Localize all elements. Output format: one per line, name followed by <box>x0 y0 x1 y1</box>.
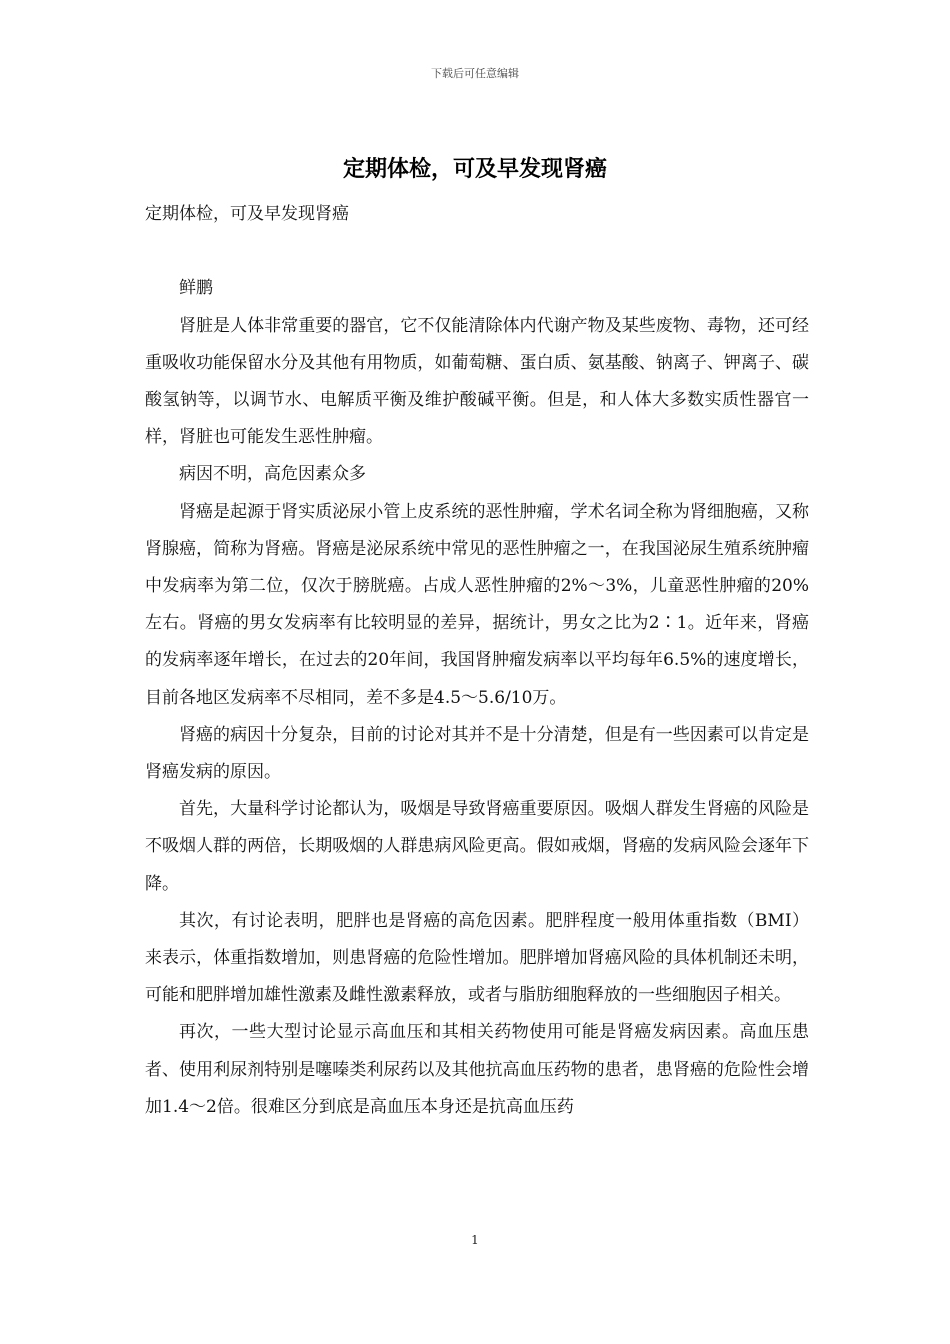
paragraph-obesity: 其次，有讨论表明，肥胖也是肾癌的高危因素。肥胖程度一般用体重指数（BMI）来表示，体重指数增加，则患肾癌的危险性增加。肥胖增加肾癌风险的具体机制还未明，可能和肥胖增加雄性激素及雌性激素释放，或者与脂肪细胞释放的一些细胞因子相关。 <box>145 910 809 1006</box>
paragraph-cause: 肾癌的病因十分复杂，目前的讨论对其并不是十分清楚，但是有一些因素可以肯定是肾癌发病的原因。 <box>145 724 809 783</box>
blank-line <box>145 233 809 270</box>
paragraph-hypertension: 再次，一些大型讨论显示高血压和其相关药物使用可能是肾癌发病因素。高血压患者、使用利尿剂特别是噻嗪类利尿药以及其他抗高血压药物的患者，患肾癌的危险性会增加1.4～2倍。很难区分到底是高血压本身还是抗高血压药 <box>145 1022 809 1117</box>
paragraph-smoking: 首先，大量科学讨论都认为，吸烟是导致肾癌重要原因。吸烟人群发生肾癌的风险是不吸烟人群的两倍，长期吸烟的人群患病风险更高。假如戒烟，肾癌的发病风险会逐年下降。 <box>145 799 809 894</box>
document-subtitle: 定期体检，可及早发现肾癌 <box>145 204 349 224</box>
document-title: 定期体检，可及早发现肾癌 <box>342 156 607 182</box>
page-header: 下载后可任意编辑 <box>431 67 519 80</box>
document-body <box>145 196 809 1126</box>
section-heading: 病因不明，高危因素众多 <box>179 464 366 485</box>
page-number: 1 <box>471 1233 479 1247</box>
paragraph-definition: 肾癌是起源于肾实质泌尿小管上皮系统的恶性肿瘤，学术名词全称为肾细胞癌，又称肾腺癌，简称为肾癌。肾癌是泌尿系统中常见的恶性肿瘤之一，在我国泌尿生殖系统肿瘤中发病率为第二位，仅次于膀胱癌。占成人恶性肿瘤的2%～3%，儿童恶性肿瘤的20%左右。肾癌的男女发病率有比较明显的差异，据统计，男女之比为2∶1。近年来，肾癌的发病率逐年增长，在过去的20年间，我国肾肿瘤发病率以平均每年6.5%的速度增长，目前各地区发病率不尽相同，差不多是4.5～5.6/10万。 <box>145 501 809 708</box>
paragraph-intro: 肾脏是人体非常重要的器官，它不仅能清除体内代谢产物及某些废物、毒物，还可经重吸收功能保留水分及其他有用物质，如葡萄糖、蛋白质、氨基酸、钠离子、钾离子、碳酸氢钠等，以调节水、电解质平衡及维护酸碱平衡。但是，和人体大多数实质性器官一样，肾脏也可能发生恶性肿瘤。 <box>145 315 809 448</box>
author-line: 鲜鹏 <box>179 278 213 299</box>
